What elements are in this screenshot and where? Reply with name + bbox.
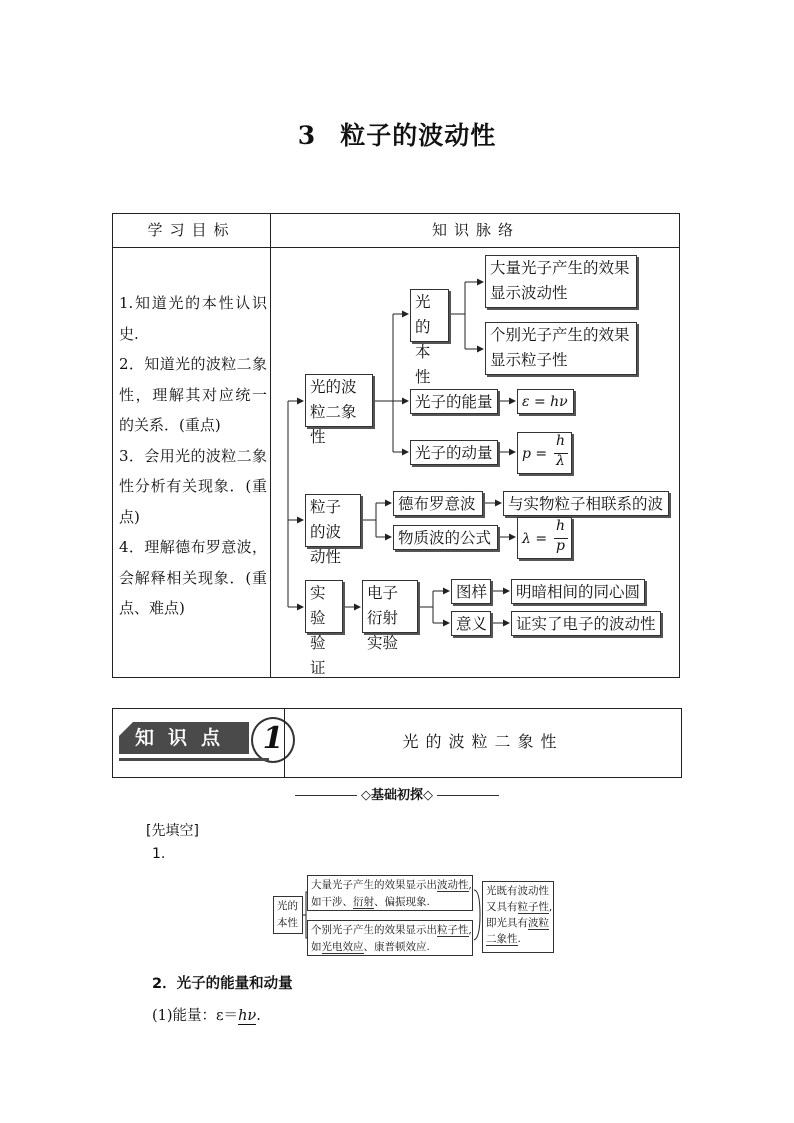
banner-stripe [119, 758, 269, 761]
formula-energy: ε = hν [517, 389, 574, 414]
formula-momentum [517, 432, 572, 474]
fill-in-label: [先填空] [146, 823, 199, 839]
objectives-table [112, 213, 680, 678]
knowledge-point-title: 光的波粒二象性 [402, 732, 564, 751]
small-node-particle: 个别光子产生的效果显示出粒子性, 如光电效应、康普顿效应. [307, 920, 473, 956]
knowledge-point-banner [112, 708, 682, 778]
section-heading-text: ◇基础初探◇ [361, 788, 433, 803]
node-experimental-verification: 实验验证 [305, 580, 343, 633]
objective-2: 2．知道光的波粒二象性，理解其对应统一的关系．(重点) [119, 355, 267, 434]
formula-matter-wave [517, 517, 572, 559]
node-photon-energy: 光子的能量 [410, 389, 498, 414]
objective-3: 3．会用光的波粒二象性分析有关现象．(重点) [119, 446, 267, 526]
node-pattern-desc: 明暗相间的同心圆 [511, 579, 645, 604]
node-particle-effect: 个别光子产生的效果显示粒子性 [485, 322, 637, 375]
momentum-lhs: p = [522, 446, 548, 462]
objectives-header: 学习目标 [147, 221, 236, 239]
matter-denominator: p [556, 538, 565, 554]
node-de-broglie-desc: 与实物粒子相联系的波 [503, 491, 669, 516]
nature-of-light-diagram [270, 872, 560, 958]
energy-label: (1)能量：ε＝ [152, 1008, 239, 1024]
momentum-denominator: λ [556, 453, 565, 469]
knowledge-map-header: 知识脉络 [431, 221, 520, 239]
node-de-broglie-wave: 德布罗意波 [393, 491, 483, 516]
energy-line: (1)能量：ε＝hν. [152, 1008, 261, 1024]
small-node-wave: 大量光子产生的效果显示出波动性, 如干涉、衍射、偏振现象. [307, 875, 473, 911]
item-1-label: 1. [152, 846, 166, 862]
objective-4: 4．理解德布罗意波，会解释相关现象．(重点、难点) [119, 538, 267, 617]
small-node-conclusion: 光既有波动性 又具有粒子性, 即光具有波粒 二象性. [482, 881, 554, 953]
node-photon-momentum: 光子的动量 [410, 440, 498, 465]
node-matter-wave-formula: 物质波的公式 [393, 525, 498, 550]
momentum-numerator: h [556, 433, 566, 449]
node-wave-effect: 大量光子产生的效果显示波动性 [485, 255, 637, 308]
node-pattern: 图样 [451, 579, 491, 604]
knowledge-point-tag: 知识点 [119, 722, 249, 754]
section-heading [0, 784, 794, 803]
node-electron-diffraction: 电子衍射实验 [362, 580, 418, 633]
item-2-heading: 2．光子的能量和动量 [152, 976, 293, 992]
node-meaning-desc: 证实了电子的波动性 [511, 611, 661, 636]
knowledge-point-number: 1 [251, 717, 295, 763]
title-text: 粒子的波动性 [340, 121, 497, 150]
node-nature-of-light: 光的本性 [410, 289, 449, 342]
node-wave-particle-duality: 光的波粒二象性 [305, 374, 373, 427]
matter-numerator: h [556, 518, 566, 534]
title-number: 3 [297, 121, 317, 150]
matter-lhs: λ = [522, 531, 548, 547]
page-title [0, 116, 794, 152]
node-meaning: 意义 [451, 611, 491, 636]
node-particle-wave-nature: 粒子的波动性 [305, 494, 361, 547]
energy-value: hν [238, 1008, 257, 1024]
objective-1: 1.知道光的本性认识史. [119, 294, 267, 343]
small-node-nature: 光的本性 [273, 896, 303, 934]
